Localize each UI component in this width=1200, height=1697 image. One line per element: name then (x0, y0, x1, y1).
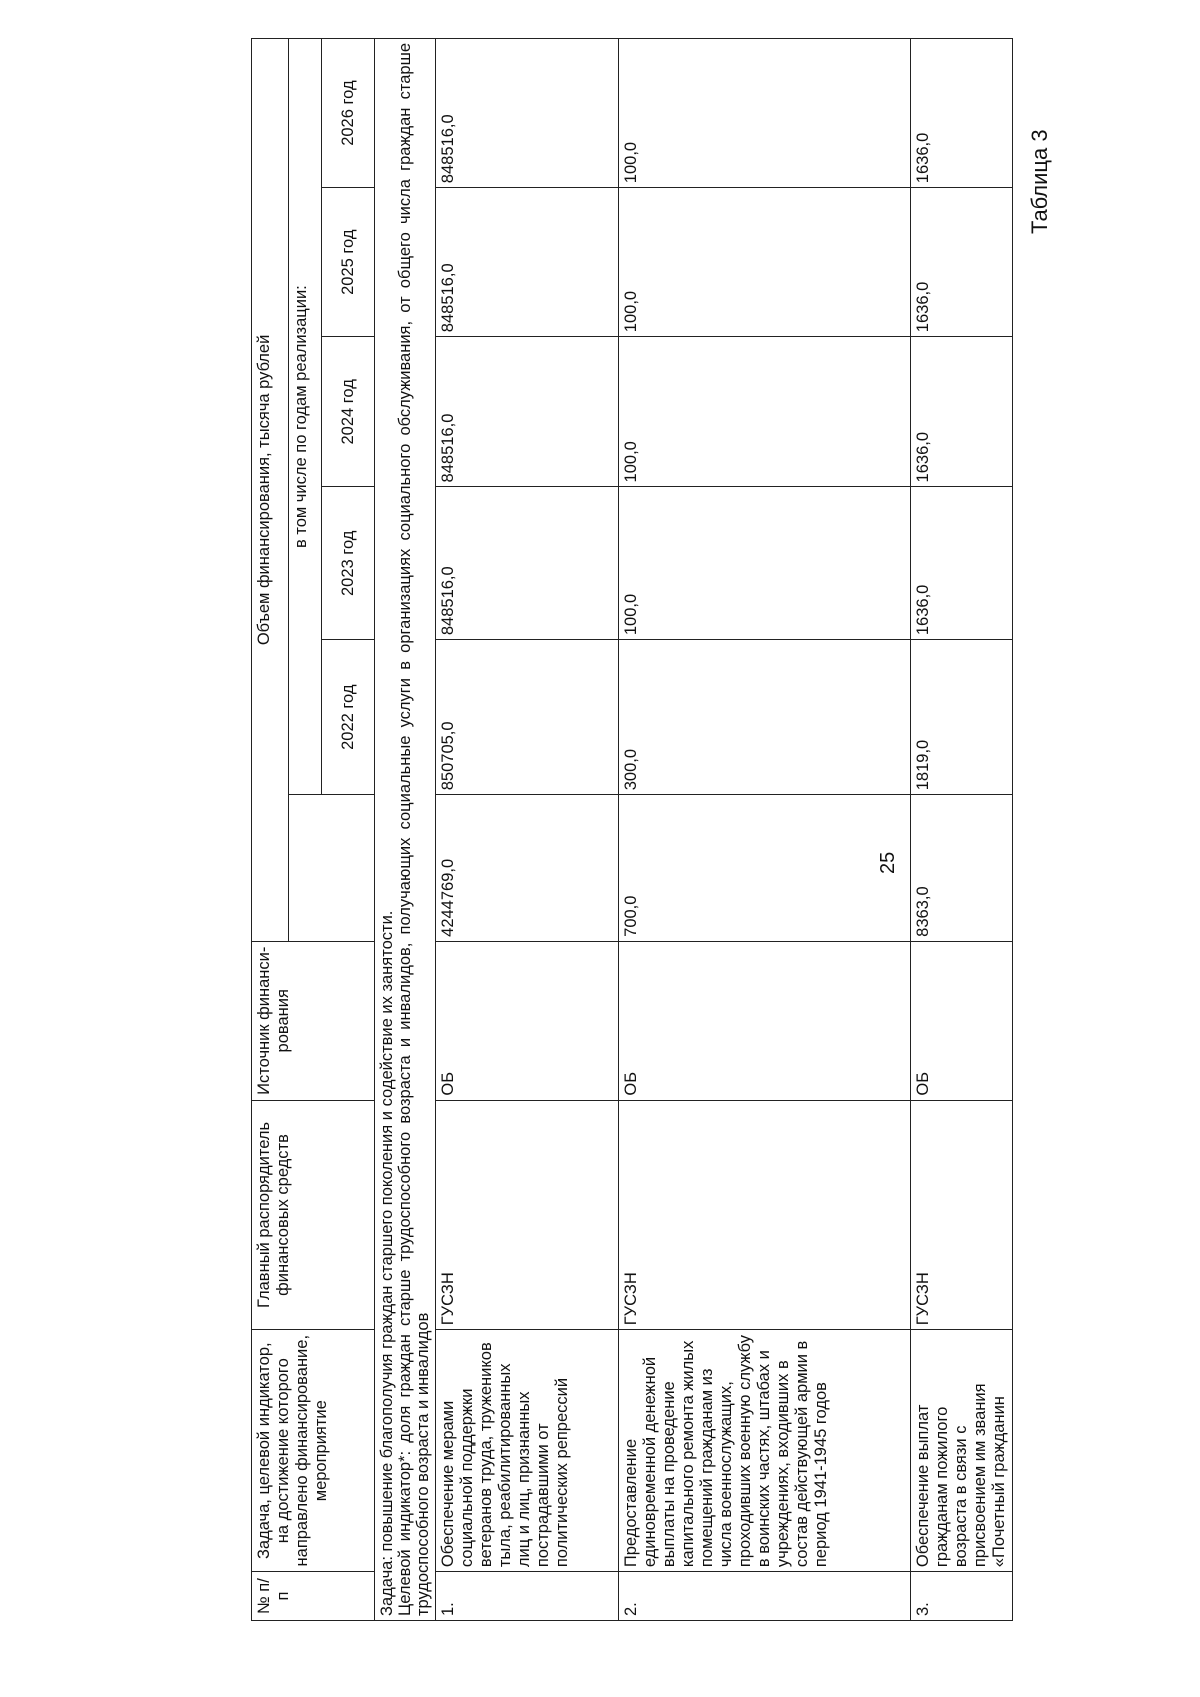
header-row-1 (252, 39, 289, 1621)
row-2025: 848516,0 (436, 188, 619, 337)
header-volume: Объем финансирования, тысяча рублей (252, 39, 289, 942)
row-2024: 848516,0 (436, 337, 619, 487)
header-2026: 2026 год (322, 39, 375, 188)
page-number: 25 (877, 851, 899, 874)
table-row (619, 39, 911, 1621)
header-2024: 2024 год (322, 337, 375, 487)
row-num: 2. (619, 1572, 911, 1621)
row-num: 1. (436, 1572, 619, 1621)
header-manager: Главный распорядитель финансовых средств (252, 1100, 375, 1330)
table-row (436, 39, 619, 1621)
indicator-text: Целевой индикатор*: доля граждан старше трудоспособного возраста и инвалидов, получающих социальные услуги в организациях социального обслуживания, от общего числа граждан старше трудоспособного возраста и инвалидов (396, 43, 433, 1616)
row-total: 700,0 (619, 795, 911, 942)
row-2024: 100,0 (619, 337, 911, 487)
row-2025: 1636,0 (911, 188, 1013, 337)
row-manager: ГУСЗН (619, 1100, 911, 1330)
header-2023: 2023 год (322, 487, 375, 640)
row-2023: 1636,0 (911, 487, 1013, 640)
row-2026: 848516,0 (436, 39, 619, 188)
row-2023: 100,0 (619, 487, 911, 640)
row-2026: 100,0 (619, 39, 911, 188)
row-2022: 850705,0 (436, 640, 619, 795)
row-manager: ГУСЗН (436, 1100, 619, 1330)
row-total: 4244769,0 (436, 795, 619, 942)
row-2024: 1636,0 (911, 337, 1013, 487)
row-name: Обеспечение мерами социальной поддержки ветеранов труда, тружеников тыла, реабилитированных лиц и лиц, признанных пострадавшими от политических репрессий (436, 1330, 619, 1572)
row-name: Предоставление единовременной денежной выплаты на проведение капитального ремонта жилых помещений гражданам из числа военнослужащих, проходивших военную службу в воинских частях, штабах и учреждениях, входивших в состав действующей армии в период 1941-1945 годов (619, 1330, 911, 1572)
row-2022: 1819,0 (911, 640, 1013, 795)
row-source: ОБ (619, 941, 911, 1100)
row-manager: ГУСЗН (911, 1100, 1013, 1330)
row-total: 8363,0 (911, 795, 1013, 942)
row-num: 3. (911, 1572, 1013, 1621)
table-row (911, 39, 1013, 1621)
header-by-years: в том числе по годам реализации: (289, 39, 322, 795)
row-2025: 100,0 (619, 188, 911, 337)
header-num: № п/п (252, 1572, 375, 1621)
header-2022: 2022 год (322, 640, 375, 795)
row-2022: 300,0 (619, 640, 911, 795)
task-row (375, 39, 436, 1621)
row-name: Обеспечение выплат гражданам пожилого возраста в связи с присвоением им звания «Почетный гражданин (911, 1330, 1013, 1572)
row-2026: 1636,0 (911, 39, 1013, 188)
header-2025: 2025 год (322, 188, 375, 337)
task-text: Задача: повышение благополучия граждан старшего поколения и содействие их занятости. (378, 910, 396, 1616)
row-source: ОБ (911, 941, 1013, 1100)
table-label: Таблица 3 (1027, 129, 1052, 234)
header-task: Задача, целевой индикатор, на достижение которого направлено финансирование, мероприятие (252, 1330, 375, 1572)
financing-table (251, 38, 1013, 1621)
row-2023: 848516,0 (436, 487, 619, 640)
row-source: ОБ (436, 941, 619, 1100)
header-source: Источник финанси-рования (252, 941, 375, 1100)
